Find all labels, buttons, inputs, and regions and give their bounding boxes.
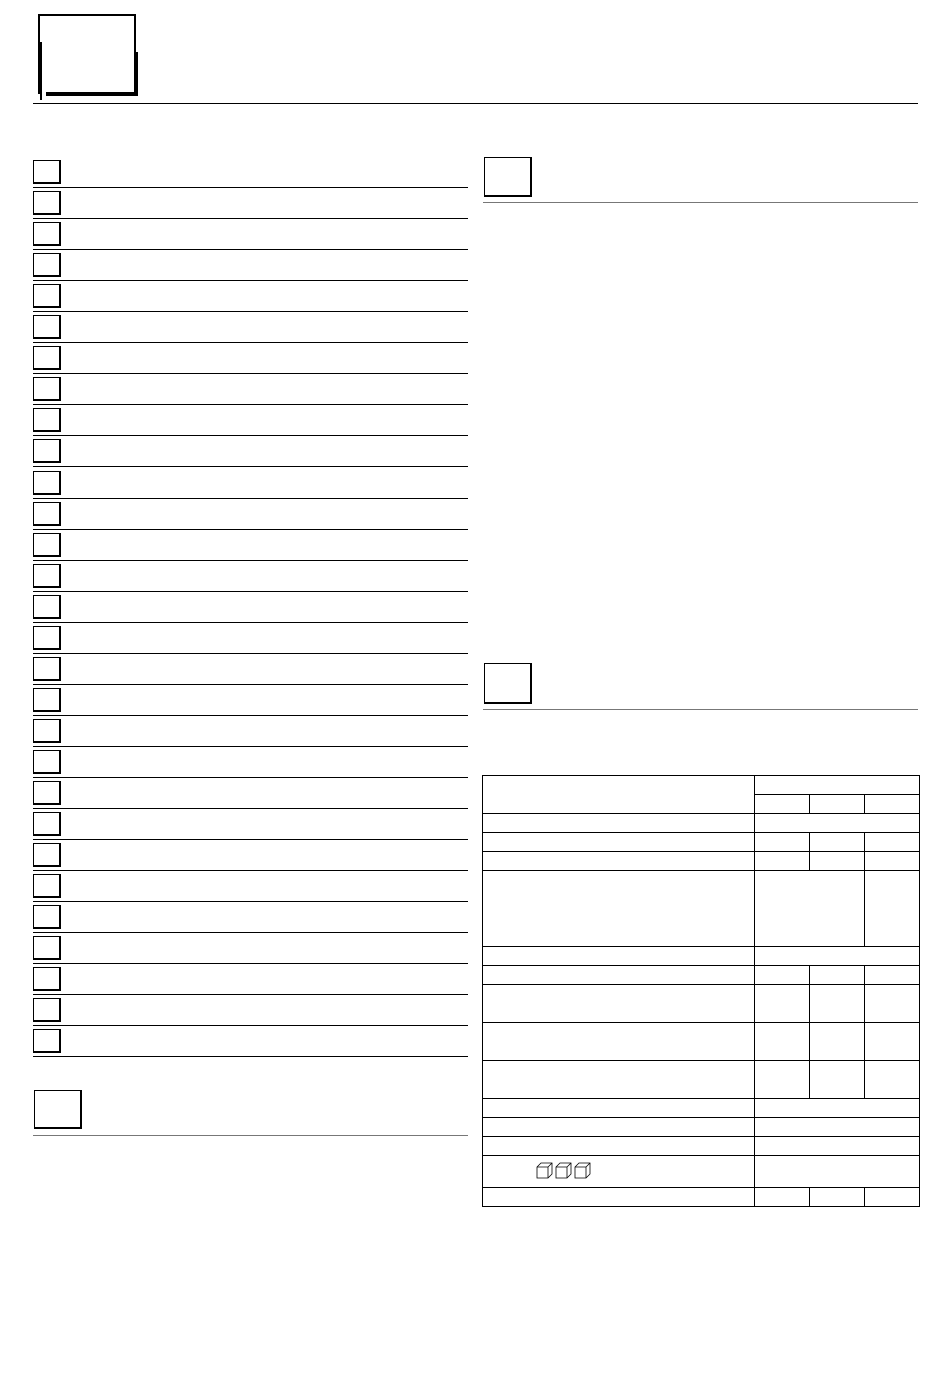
list-item (33, 157, 468, 188)
list-item (33, 374, 468, 405)
list-item (33, 871, 468, 902)
section-rule-left-bottom (33, 1135, 468, 1136)
spec-row-label (483, 1137, 755, 1156)
list-item (33, 995, 468, 1026)
list-item (33, 716, 468, 747)
list-item (33, 343, 468, 374)
spec-row-label (483, 985, 755, 1023)
spec-header-col3 (865, 795, 920, 814)
list-item (33, 436, 468, 467)
list-item (33, 219, 468, 250)
list-item-marker (33, 1029, 61, 1053)
list-item-marker (33, 595, 61, 619)
list-item (33, 685, 468, 716)
spec-cell (810, 966, 865, 985)
spec-row-label (483, 1099, 755, 1118)
spec-cell (865, 1188, 920, 1207)
spec-cell (755, 852, 810, 871)
spec-cell (810, 1061, 865, 1099)
header-rule (33, 103, 918, 104)
spec-row-label (483, 1023, 755, 1061)
spec-row-value (755, 1099, 920, 1118)
list-item (33, 281, 468, 312)
list-item (33, 964, 468, 995)
spec-table (482, 775, 920, 1207)
list-item (33, 188, 468, 219)
list-item-marker (33, 781, 61, 805)
cube-icon (555, 1162, 572, 1179)
spec-cell (810, 833, 865, 852)
list-item (33, 747, 468, 778)
spec-row-label (483, 1118, 755, 1137)
list-item-marker (33, 502, 61, 526)
spec-cell (810, 1188, 865, 1207)
list-item-marker (33, 346, 61, 370)
spec-cell (755, 833, 810, 852)
list-item-marker (33, 439, 61, 463)
cube-icon (574, 1162, 591, 1179)
spec-row-label (483, 1061, 755, 1099)
section-marker-right-top (484, 157, 534, 199)
list-item-marker (33, 936, 61, 960)
list-item-marker (33, 160, 61, 184)
list-item-marker (33, 626, 61, 650)
list-item-marker (33, 874, 61, 898)
spec-row-label-with-cubes (483, 1156, 755, 1188)
spec-row-value (755, 1118, 920, 1137)
spec-cell (755, 1188, 810, 1207)
spec-cell (865, 852, 920, 871)
spec-cell (755, 966, 810, 985)
list-item (33, 1026, 468, 1057)
list-item-marker (33, 191, 61, 215)
list-item (33, 592, 468, 623)
list-item-marker (33, 284, 61, 308)
spec-row-label (483, 833, 755, 852)
spec-row-label (483, 1188, 755, 1207)
spec-header-label-cell (483, 776, 755, 814)
list-item (33, 902, 468, 933)
list-item-marker (33, 998, 61, 1022)
list-item-marker (33, 471, 61, 495)
spec-header-col2 (810, 795, 865, 814)
list-item (33, 778, 468, 809)
list-item-marker (33, 222, 61, 246)
spec-row-label (483, 966, 755, 985)
spec-cell (865, 833, 920, 852)
spec-cell (865, 871, 920, 947)
spec-row-label (483, 871, 755, 947)
list-item-marker (33, 750, 61, 774)
list-item-rule (33, 1056, 468, 1057)
spec-cell (755, 1061, 810, 1099)
spec-row-value (755, 947, 920, 966)
list-item-rule (33, 466, 468, 467)
spec-row-label (483, 947, 755, 966)
spec-cell (865, 1061, 920, 1099)
spec-cell (755, 1023, 810, 1061)
spec-row-label (483, 814, 755, 833)
spec-header-col1 (755, 795, 810, 814)
list-item-marker (33, 564, 61, 588)
list-item (33, 499, 468, 530)
list-item (33, 468, 468, 499)
spec-cell (810, 852, 865, 871)
spec-cell (810, 985, 865, 1023)
list-item (33, 250, 468, 281)
list-item-marker (33, 843, 61, 867)
section-marker-left-bottom (34, 1090, 84, 1131)
spec-row-value (755, 871, 865, 947)
spec-cell (865, 985, 920, 1023)
list-item-marker (33, 533, 61, 557)
section-rule-right-top (483, 202, 918, 203)
list-item (33, 654, 468, 685)
section-rule-right-mid (483, 709, 918, 710)
list-item-marker (33, 377, 61, 401)
spec-cell (755, 985, 810, 1023)
spec-row-value (755, 1137, 920, 1156)
list-item-marker (33, 408, 61, 432)
list-item-marker (33, 967, 61, 991)
spec-row-value (755, 1156, 920, 1188)
list-item-marker (33, 688, 61, 712)
list-item (33, 530, 468, 561)
list-item-marker (33, 315, 61, 339)
spec-row-value (755, 814, 920, 833)
list-item (33, 840, 468, 871)
list-item-marker (33, 812, 61, 836)
spec-row-label (483, 852, 755, 871)
list-item (33, 623, 468, 654)
list-item (33, 405, 468, 436)
spec-cell (865, 966, 920, 985)
list-item (33, 809, 468, 840)
spec-cell (810, 1023, 865, 1061)
spec-cell (865, 1023, 920, 1061)
list-item (33, 561, 468, 592)
spec-header-group-cell (755, 776, 920, 795)
list-item-marker (33, 905, 61, 929)
list-item (33, 312, 468, 343)
list-item (33, 933, 468, 964)
list-item-marker (33, 719, 61, 743)
corner-bracket-mark (38, 14, 138, 96)
cube-icon (536, 1162, 553, 1179)
list-item-marker (33, 253, 61, 277)
list-item-marker (33, 657, 61, 681)
section-marker-right-mid (484, 663, 534, 706)
